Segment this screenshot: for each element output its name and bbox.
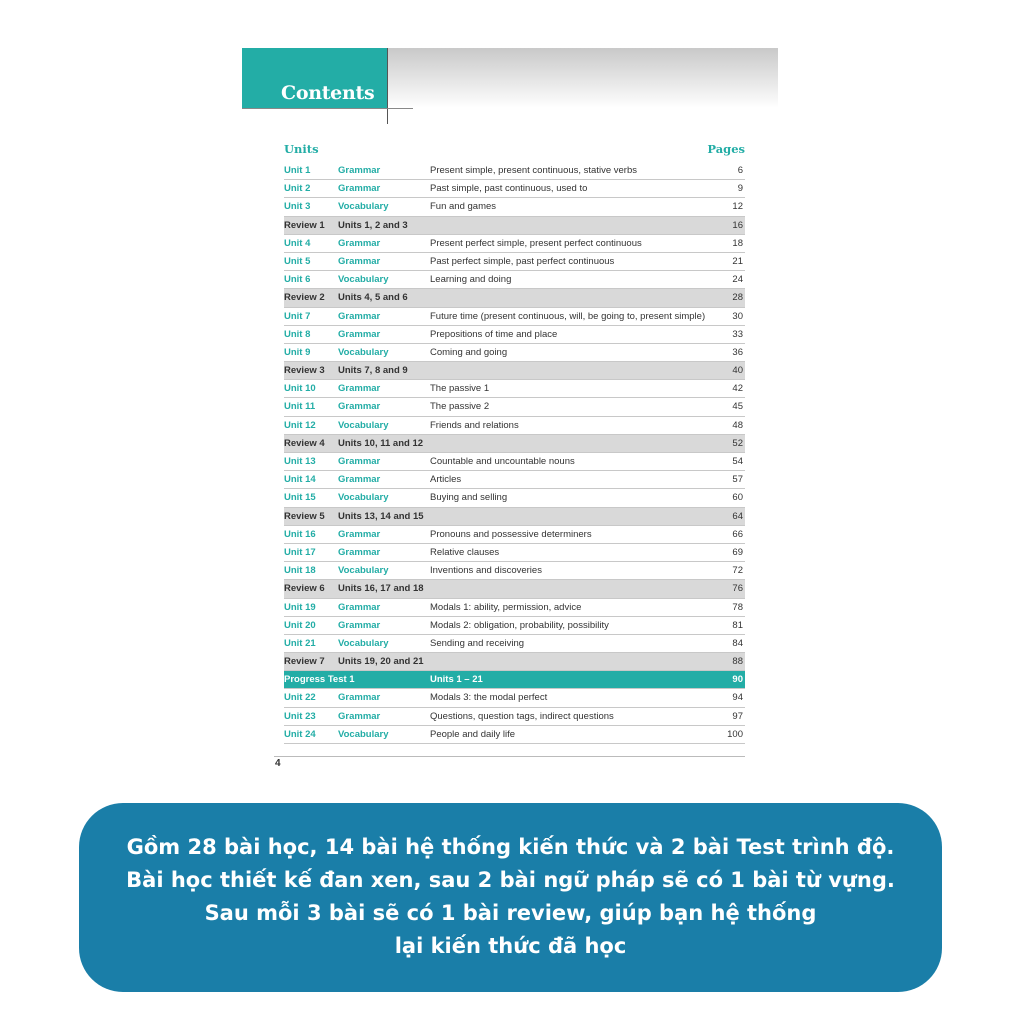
toc-type-label: Grammar (338, 183, 381, 195)
toc-unit-label: Unit 16 (284, 528, 316, 540)
footer-rule (274, 756, 745, 757)
toc-row-unit (284, 617, 745, 635)
toc-topic: Future time (present continuous, will, be going to, present simple) (430, 310, 706, 322)
toc-row-review (284, 217, 745, 235)
toc-row-unit (284, 635, 745, 653)
toc-unit-label: Unit 12 (284, 419, 316, 431)
toc-topic: Prepositions of time and place (430, 328, 558, 340)
toc-topic: Modals 3: the modal perfect (430, 692, 548, 704)
header-vertical-rule (387, 48, 388, 124)
toc-unit-label: Unit 4 (284, 237, 311, 249)
toc-topic: Units 1 – 21 (430, 674, 483, 686)
toc-row-unit (284, 180, 745, 198)
toc-page-number: 88 (732, 656, 743, 668)
toc-row-unit (284, 689, 745, 707)
info-banner (79, 803, 942, 992)
toc-type-label: Units 16, 17 and 18 (338, 583, 424, 595)
toc-type-label: Units 7, 8 and 9 (338, 365, 408, 377)
toc-type-label: Grammar (338, 328, 381, 340)
toc-page-number: 90 (732, 674, 743, 686)
toc-unit-label: Unit 11 (284, 401, 316, 413)
toc-type-label: Units 19, 20 and 21 (338, 656, 424, 668)
toc-type-label: Grammar (338, 310, 381, 322)
toc-unit-label: Unit 24 (284, 728, 316, 740)
toc-type-label: Units 13, 14 and 15 (338, 510, 424, 522)
toc-page-number: 81 (732, 619, 743, 631)
toc-page-number: 45 (732, 401, 743, 413)
toc-page-number: 69 (732, 546, 743, 558)
toc-row-unit (284, 453, 745, 471)
toc-topic: Present perfect simple, present perfect continuous (430, 237, 642, 249)
banner-text (79, 831, 942, 963)
toc-type-label: Vocabulary (338, 346, 389, 358)
toc-page-number: 40 (732, 365, 743, 377)
toc-type-label: Units 1, 2 and 3 (338, 219, 408, 231)
toc-page-number: 54 (732, 456, 743, 467)
units-column-heading: Units (284, 142, 319, 156)
toc-row-unit (284, 544, 745, 562)
toc-unit-label: Unit 9 (284, 346, 311, 358)
toc-type-label: Vocabulary (338, 637, 389, 649)
toc-unit-label: Unit 17 (284, 546, 316, 558)
toc-page-number: 64 (732, 510, 743, 522)
toc-page-number: 66 (732, 528, 743, 540)
toc-row-unit (284, 526, 745, 544)
toc-row-unit (284, 726, 745, 744)
toc-topic: Learning and doing (430, 274, 512, 286)
toc-topic: Relative clauses (430, 546, 500, 558)
toc-type-label: Grammar (338, 401, 381, 413)
banner-line: Sau mỗi 3 bài sẽ có 1 bài review, giúp bạn hệ thống (204, 901, 817, 925)
toc-unit-label: Unit 18 (284, 565, 316, 577)
toc-unit-label: Unit 2 (284, 183, 311, 195)
toc-page-number: 76 (732, 583, 743, 595)
toc-topic: Past simple, past continuous, used to (430, 183, 588, 195)
toc-topic: Countable and uncountable nouns (430, 456, 575, 467)
toc-page-number: 48 (732, 419, 743, 431)
toc-row-unit (284, 471, 745, 489)
toc-unit-label: Review 7 (284, 656, 325, 668)
toc-type-label: Grammar (338, 692, 381, 704)
toc-topic: Questions, question tags, indirect questions (430, 710, 614, 722)
toc-page-number: 18 (732, 237, 743, 249)
toc-page-number: 100 (727, 728, 743, 740)
toc-unit-label: Unit 22 (284, 692, 316, 704)
toc-unit-label: Review 2 (284, 292, 325, 304)
banner-line: Gồm 28 bài học, 14 bài hệ thống kiến thức và 2 bài Test trình độ. (126, 835, 895, 859)
toc-row-unit (284, 708, 745, 726)
toc-row-unit (284, 253, 745, 271)
toc-page-number: 42 (732, 383, 743, 395)
toc-unit-label: Unit 10 (284, 383, 316, 395)
toc-topic: The passive 1 (430, 383, 490, 395)
toc-type-label: Grammar (338, 237, 381, 249)
toc-page-number: 16 (732, 219, 743, 231)
banner-line: Bài học thiết kế đan xen, sau 2 bài ngữ pháp sẽ có 1 bài từ vựng. (126, 868, 895, 892)
page-title: Contents (281, 82, 375, 104)
toc-topic: Pronouns and possessive determiners (430, 528, 592, 540)
toc-type-label: Grammar (338, 255, 381, 267)
toc-page-number: 6 (737, 165, 743, 176)
toc-topic: Inventions and discoveries (430, 565, 542, 577)
toc-page-number: 60 (732, 492, 743, 504)
toc-page-number: 78 (732, 601, 743, 613)
toc-row-unit (284, 198, 745, 216)
toc-row-unit (284, 344, 745, 362)
toc-row-unit (284, 562, 745, 580)
toc-page-number: 36 (732, 346, 743, 358)
book-page (242, 48, 778, 770)
toc-row-review (284, 653, 745, 671)
toc-row-unit (284, 271, 745, 289)
toc-page-number: 72 (732, 565, 743, 577)
toc-page-number: 28 (732, 292, 743, 304)
toc-type-label: Vocabulary (338, 419, 389, 431)
toc-type-label: Grammar (338, 383, 381, 395)
toc-page-number: 84 (732, 637, 743, 649)
toc-type-label: Grammar (338, 456, 381, 467)
toc-page-number: 12 (732, 201, 743, 213)
toc-topic: Sending and receiving (430, 637, 525, 649)
toc-topic: Past perfect simple, past perfect continuous (430, 255, 615, 267)
toc-topic: Modals 1: ability, permission, advice (430, 601, 582, 613)
toc-row-review (284, 508, 745, 526)
toc-topic: Friends and relations (430, 419, 519, 431)
toc-type-label: Units 4, 5 and 6 (338, 292, 408, 304)
toc-unit-label: Unit 15 (284, 492, 316, 504)
toc-unit-label: Review 4 (284, 437, 325, 449)
toc-row-progress-test (284, 671, 745, 689)
toc-topic: The passive 2 (430, 401, 490, 413)
toc-page-number: 57 (732, 474, 743, 486)
toc-unit-label: Unit 21 (284, 637, 316, 649)
toc-topic: Fun and games (430, 201, 497, 213)
toc-unit-label: Review 1 (284, 219, 325, 231)
toc-page-number: 21 (732, 255, 743, 267)
toc-topic: People and daily life (430, 728, 516, 740)
toc-type-label: Vocabulary (338, 201, 389, 213)
toc-type-label: Grammar (338, 474, 381, 486)
toc-row-review (284, 362, 745, 380)
toc-unit-label: Unit 1 (284, 165, 311, 176)
toc-row-review (284, 435, 745, 453)
toc-unit-label: Unit 7 (284, 310, 311, 322)
toc-row-unit (284, 162, 745, 180)
toc-page-number: 24 (732, 274, 743, 286)
toc-row-unit (284, 489, 745, 507)
banner-line: lại kiến thức đã học (394, 934, 627, 958)
toc-unit-label: Unit 19 (284, 601, 316, 613)
toc-page-number: 9 (737, 183, 743, 195)
table-of-contents (284, 162, 745, 744)
toc-unit-label: Progress Test 1 (284, 674, 355, 686)
pages-column-heading: Pages (707, 142, 745, 156)
header-gradient (388, 48, 778, 108)
toc-topic: Modals 2: obligation, probability, possibility (430, 619, 609, 631)
toc-topic: Coming and going (430, 346, 508, 358)
toc-topic: Articles (430, 474, 462, 486)
toc-unit-label: Review 3 (284, 365, 325, 377)
toc-unit-label: Unit 13 (284, 456, 316, 467)
toc-unit-label: Unit 5 (284, 255, 311, 267)
header-horizontal-rule (242, 108, 413, 109)
toc-unit-label: Unit 6 (284, 274, 311, 286)
toc-page-number: 33 (732, 328, 743, 340)
toc-unit-label: Unit 20 (284, 619, 316, 631)
toc-row-unit (284, 417, 745, 435)
toc-page-number: 30 (732, 310, 743, 322)
toc-type-label: Vocabulary (338, 492, 389, 504)
toc-page-number: 94 (732, 692, 743, 704)
toc-type-label: Grammar (338, 619, 381, 631)
toc-unit-label: Unit 23 (284, 710, 316, 722)
toc-row-unit (284, 235, 745, 253)
toc-row-unit (284, 308, 745, 326)
toc-unit-label: Unit 8 (284, 328, 311, 340)
toc-page-number: 97 (732, 710, 743, 722)
toc-row-unit (284, 380, 745, 398)
toc-unit-label: Review 6 (284, 583, 325, 595)
toc-type-label: Vocabulary (338, 274, 389, 286)
toc-type-label: Vocabulary (338, 728, 389, 740)
toc-unit-label: Unit 14 (284, 474, 316, 486)
toc-row-unit (284, 599, 745, 617)
toc-type-label: Grammar (338, 165, 381, 176)
toc-row-unit (284, 326, 745, 344)
toc-row-review (284, 289, 745, 307)
toc-unit-label: Review 5 (284, 510, 325, 522)
toc-row-review (284, 580, 745, 598)
toc-type-label: Grammar (338, 710, 381, 722)
toc-topic: Present simple, present continuous, stative verbs (430, 165, 637, 176)
toc-type-label: Units 10, 11 and 12 (338, 437, 424, 449)
toc-topic: Buying and selling (430, 492, 508, 504)
toc-type-label: Vocabulary (338, 565, 389, 577)
page-number: 4 (275, 758, 281, 769)
toc-type-label: Grammar (338, 601, 381, 613)
toc-type-label: Grammar (338, 546, 381, 558)
toc-type-label: Grammar (338, 528, 381, 540)
toc-unit-label: Unit 3 (284, 201, 311, 213)
toc-row-unit (284, 398, 745, 416)
toc-page-number: 52 (732, 437, 743, 449)
